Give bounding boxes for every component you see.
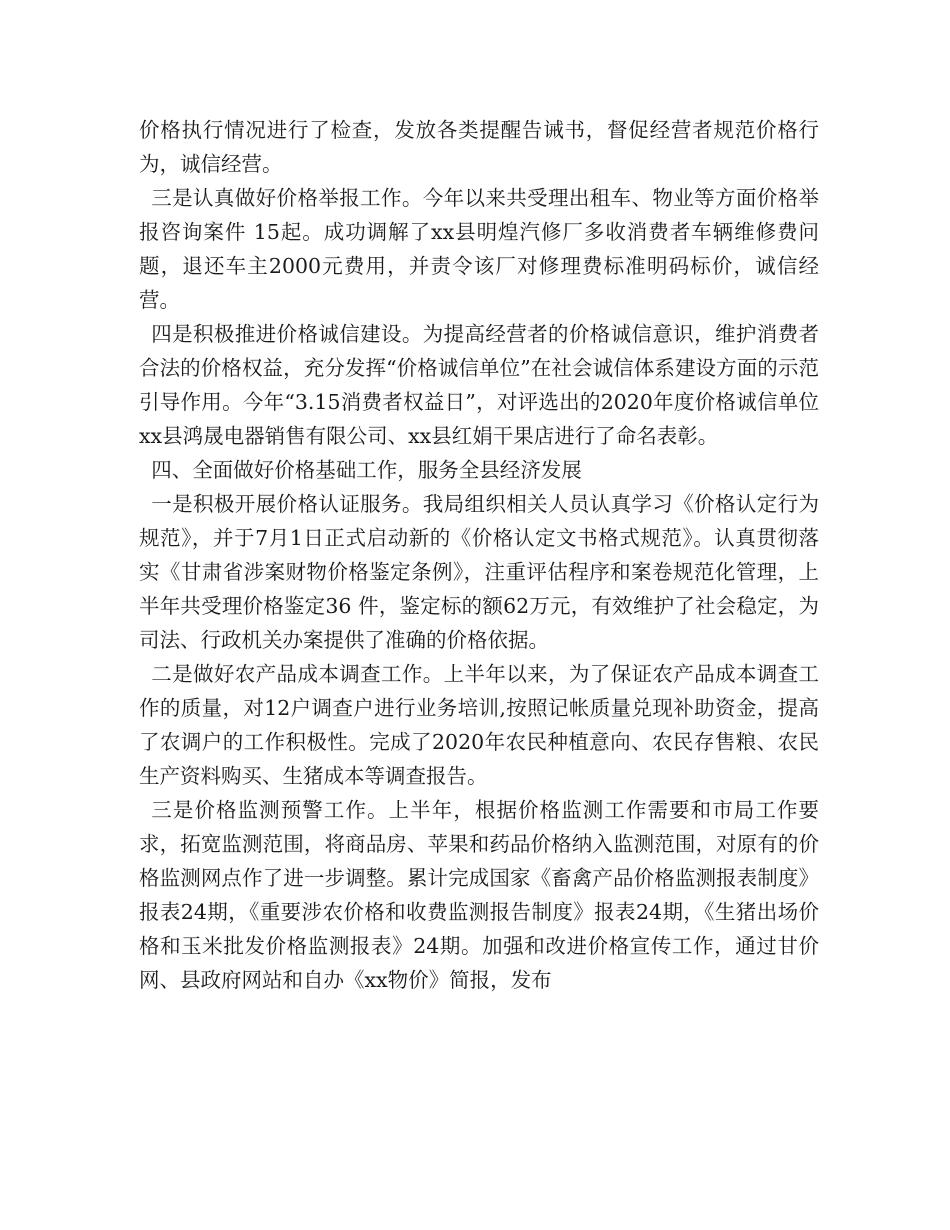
paragraph: 价格执行情况进行了检查，发放各类提醒告诫书，督促经营者规范价格行为，诚信经营。 <box>139 118 819 176</box>
section-heading: 四、全面做好价格基础工作，服务全县经济发展 <box>151 458 582 482</box>
paragraph: 三是价格监测预警工作。上半年，根据价格监测工作需要和市局工作要求，拓宽监测范围，将商品房、苹果和药品价格纳入监测范围，对原有的价格监测网点作了进一步调整。累计完成国家《畜禽产品价格监测报表制度》报表24期，《重要涉农价格和收费监测报告制度》报表24期，《生猪出场价格和玉米批发价格监测报表》24期。加强和改进价格宣传工作，通过甘价网、县政府网站和自办《xx物价》简报，发布 <box>139 798 819 992</box>
document-body <box>139 113 819 997</box>
paragraph: 二是做好农产品成本调查工作。上半年以来，为了保证农产品成本调查工作的质量，对12户调查户进行业务培训,按照记帐质量兑现补助资金，提高了农调户的工作积极性。完成了2020年农民种植意向、农民存售粮、农民生产资料购买、生猪成本等调查报告。 <box>139 662 819 788</box>
paragraph: 四是积极推进价格诚信建设。为提高经营者的价格诚信意识，维护消费者合法的价格权益，充分发挥“价格诚信单位”在社会诚信体系建设方面的示范引导作用。今年“3.15消费者权益日”，对评选出的2020年度价格诚信单位xx县鸿晟电器销售有限公司、xx县红娟干果店进行了命名表彰。 <box>139 322 819 448</box>
paragraph: 一是积极开展价格认证服务。我局组织相关人员认真学习《价格认定行为规范》，并于7月1日正式启动新的《价格认定文书格式规范》。认真贯彻落实《甘肃省涉案财物价格鉴定条例》，注重评估程序和案卷规范化管理，上半年共受理价格鉴定36 件，鉴定标的额62万元，有效维护了社会稳定，为司法、行政机关办案提供了准确的价格依据。 <box>139 492 819 652</box>
paragraph: 三是认真做好价格举报工作。今年以来共受理出租车、物业等方面价格举报咨询案件 15起。成功调解了xx县明煌汽修厂多收消费者车辆维修费问题，退还车主2000元费用，并责令该厂对修理费标准明码标价，诚信经营。 <box>139 186 819 312</box>
